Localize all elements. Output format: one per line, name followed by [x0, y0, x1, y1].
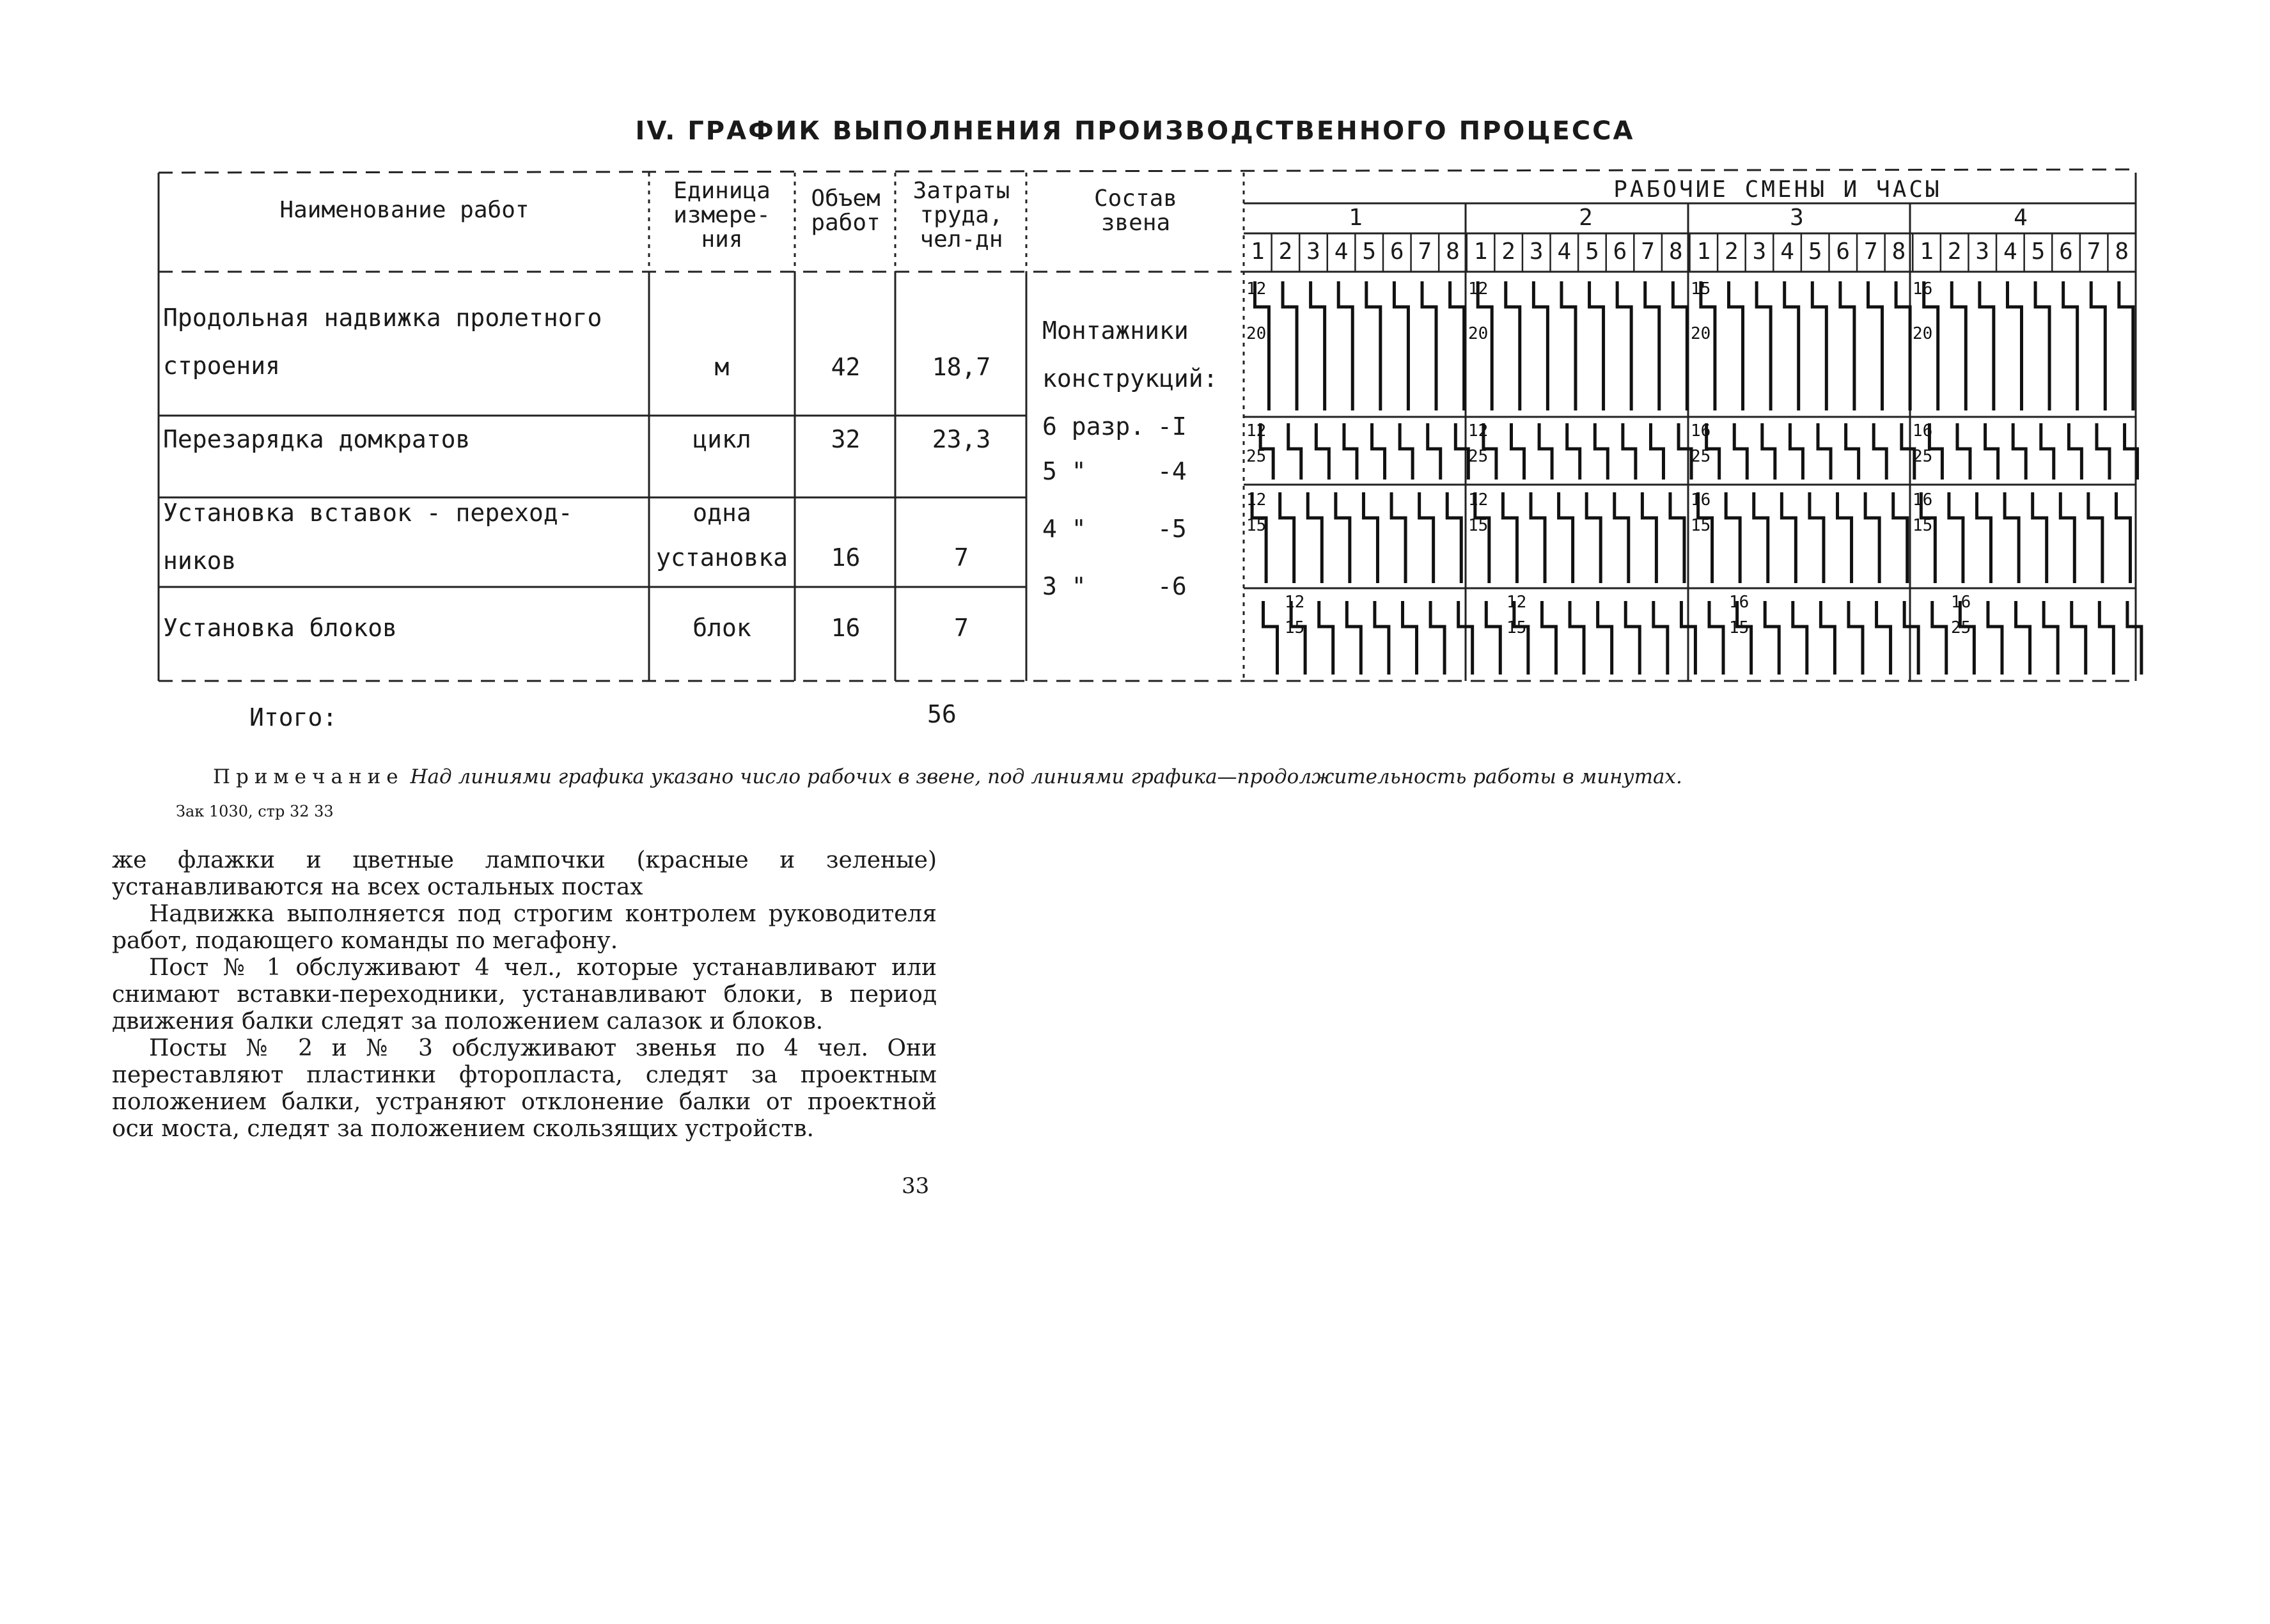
gantt-label: 15 — [1507, 618, 1527, 637]
crew-grade: 6 разр. — [1042, 412, 1145, 441]
gantt-bar — [1539, 423, 1552, 480]
gantt-label: 16 — [1913, 279, 1933, 299]
row-labor: 7 — [954, 543, 969, 572]
gantt-bar — [1255, 281, 1269, 410]
row-unit: цикл — [693, 425, 751, 453]
gantt-bar — [1985, 423, 1998, 480]
gantt-bar — [1283, 281, 1297, 410]
gantt-bar — [1868, 281, 1883, 410]
gantt-label: 25 — [1468, 447, 1489, 466]
gantt-bar — [1347, 601, 1361, 675]
gantt-bar — [2035, 281, 2049, 410]
gantt-bar — [1402, 601, 1416, 675]
header-labor: Затраты труда, чел-дн — [912, 178, 1010, 253]
gantt-bar — [1586, 492, 1601, 583]
hour-label: 3 — [1306, 238, 1320, 265]
gantt-bar — [1793, 601, 1807, 675]
total-label: Итого: — [249, 703, 338, 731]
gantt-bar — [1865, 492, 1879, 583]
row-name: Установка блоков — [163, 614, 398, 642]
note-text: Над линиями графика указано число рабочих в звене, под линиями графика—продолжительность работы в минутах. — [410, 765, 1682, 788]
gantt-bar — [1765, 601, 1779, 675]
gantt-bar — [1904, 601, 1918, 675]
gantt-bar — [1375, 601, 1389, 675]
gantt-bar — [1781, 492, 1796, 583]
gantt-bar — [1623, 423, 1636, 480]
gantt-bar — [1291, 601, 1305, 675]
gantt-bar — [1400, 423, 1413, 480]
hour-label: 6 — [1836, 238, 1851, 265]
gantt-bar — [1533, 281, 1547, 410]
gantt-bar — [1654, 601, 1668, 675]
note — [213, 765, 1682, 788]
gantt-bar — [2005, 492, 2019, 583]
row-labor: 23,3 — [932, 425, 991, 453]
gantt-bar — [2044, 601, 2058, 675]
row-volume: 16 — [831, 614, 861, 642]
hour-label: 4 — [1557, 238, 1572, 265]
gantt-bar — [1288, 423, 1301, 480]
gantt-bar — [1645, 281, 1659, 410]
gantt-bar — [2116, 492, 2130, 583]
gantt-label: 16 — [1913, 421, 1933, 441]
gantt-bar — [1311, 281, 1325, 410]
hour-label: 8 — [1668, 238, 1683, 265]
gantt-bar — [1734, 423, 1747, 480]
gantt-bar — [1542, 601, 1556, 675]
gantt-bar — [1980, 281, 1994, 410]
row-volume: 32 — [831, 425, 861, 453]
gantt-bar — [1709, 601, 1723, 675]
hour-label: 5 — [1585, 238, 1599, 265]
gantt-label: 25 — [1913, 447, 1933, 466]
hour-label: 6 — [2059, 238, 2073, 265]
gantt-bar — [1874, 423, 1886, 480]
row-volume: 16 — [831, 543, 861, 572]
total-value: 56 — [927, 700, 957, 728]
hour-label: 5 — [1808, 238, 1822, 265]
hour-label: 2 — [1278, 238, 1293, 265]
gantt-label: 25 — [1691, 447, 1711, 466]
gantt-bar — [1650, 423, 1663, 480]
hour-label: 4 — [1334, 238, 1349, 265]
gantt-bar — [1366, 281, 1381, 410]
gantt-bar — [1615, 492, 1629, 583]
gantt-bar — [1957, 423, 1970, 480]
gantt-label: 16 — [1729, 593, 1749, 612]
gantt-bar — [2013, 423, 2026, 480]
hour-label: 7 — [1864, 238, 1878, 265]
gantt-bar — [1812, 281, 1826, 410]
row-name: строения — [163, 352, 281, 380]
gantt-bar — [1514, 601, 1528, 675]
gantt-bar — [2063, 281, 2078, 410]
gantt-bar — [2091, 281, 2105, 410]
gantt-bar — [1344, 423, 1357, 480]
hour-label: 2 — [1501, 238, 1515, 265]
gantt-bar — [1762, 423, 1775, 480]
gantt-bar — [1570, 601, 1584, 675]
gantt-bar — [1625, 601, 1640, 675]
body-text — [112, 847, 937, 1143]
gantt-bar — [1726, 492, 1740, 583]
gantt-bar — [2097, 423, 2110, 480]
gantt-label: 12 — [1246, 279, 1267, 299]
hour-label: 3 — [1975, 238, 1990, 265]
gantt-bar — [1849, 601, 1863, 675]
hour-label: 1 — [1920, 238, 1934, 265]
crew-grade: 4 " — [1042, 515, 1086, 543]
gantt-bar — [1422, 281, 1436, 410]
note-label: Примечание — [213, 765, 404, 788]
header-volume: Объем работ — [811, 185, 881, 236]
gantt-bar — [1924, 281, 1938, 410]
gantt-label: 15 — [1913, 516, 1933, 535]
hour-label: 7 — [2086, 238, 2101, 265]
page-title: IV. ГРАФИК ВЫПОЛНЕНИЯ ПРОИЗВОДСТВЕННОГО ПРОЦЕССА — [635, 116, 1635, 146]
gantt-bar — [1679, 423, 1691, 480]
gantt-bar — [1264, 601, 1278, 675]
gantt-label: 16 — [1951, 593, 1971, 612]
gantt-bar — [1790, 423, 1803, 480]
gantt-label: 20 — [1468, 324, 1489, 343]
gantt-label: 15 — [1729, 618, 1749, 637]
gantt-label: 12 — [1246, 490, 1267, 510]
gantt-bar — [1598, 601, 1612, 675]
gantt-bar — [1617, 281, 1631, 410]
hour-label: 2 — [1725, 238, 1739, 265]
gantt-bar — [1952, 281, 1966, 410]
gantt-label: 12 — [1285, 593, 1305, 612]
gantt-bar — [2088, 492, 2102, 583]
row-name: Продольная надвижка пролетного — [163, 304, 602, 332]
gantt-bar — [2099, 601, 2113, 675]
gantt-bar — [2119, 281, 2133, 410]
gantt-bar — [1336, 492, 1350, 583]
order-info: Зак 1030, стр 32 33 — [176, 802, 334, 820]
row-labor: 18,7 — [932, 353, 991, 381]
crew-count: -I — [1157, 412, 1187, 441]
gantt-bar — [1846, 423, 1859, 480]
gantt-bar — [1754, 492, 1768, 583]
paragraph: Пост № 1 обслуживают 4 чел., которые устанавливают или снимают вставки-переходники, устанавливают блоки, в период движения балки следят за положением салазок и блоков. — [112, 955, 937, 1035]
gantt-bar — [1840, 281, 1854, 410]
shift-number: 2 — [1579, 205, 1593, 231]
gantt-bar — [1562, 281, 1576, 410]
hour-label: 6 — [1613, 238, 1627, 265]
gantt-label: 12 — [1246, 421, 1267, 441]
gantt-label: 12 — [1468, 421, 1489, 441]
gantt-bar — [1503, 492, 1517, 583]
gantt-bar — [2072, 601, 2086, 675]
gantt-bar — [1478, 281, 1492, 410]
gantt-bar — [1338, 281, 1352, 410]
gantt-bar — [1893, 492, 1907, 583]
gantt-bar — [1932, 601, 1946, 675]
shift-number: 3 — [1790, 205, 1804, 231]
gantt-bar — [2033, 492, 2047, 583]
gantt-bar — [1372, 423, 1385, 480]
gantt-bar — [1316, 423, 1329, 480]
gantt-label: 25 — [1246, 447, 1267, 466]
gantt-label: 15 — [1691, 516, 1711, 535]
gantt-label: 12 — [1507, 593, 1527, 612]
hour-label: 6 — [1389, 238, 1404, 265]
row-labor: 7 — [954, 614, 969, 642]
hour-label: 1 — [1696, 238, 1711, 265]
gantt-bar — [1280, 492, 1294, 583]
hour-label: 5 — [2031, 238, 2046, 265]
row-unit: установка — [656, 543, 788, 572]
page-number: 33 — [902, 1173, 930, 1199]
crew-count: -4 — [1157, 457, 1187, 485]
gantt-bar — [1590, 281, 1604, 410]
hour-label: 4 — [1780, 238, 1794, 265]
gantt-bar — [1450, 281, 1464, 410]
paragraph: Надвижка выполняется под строгим контролем руководителя работ, подающего команды по мегафону. — [112, 901, 937, 954]
hour-label: 2 — [1947, 238, 1962, 265]
gantt-bar — [1512, 423, 1524, 480]
gantt-bar — [2007, 281, 2021, 410]
gantt-bar — [1531, 492, 1545, 583]
shift-number: 4 — [2014, 205, 2028, 231]
gantt-label: 20 — [1691, 324, 1711, 343]
header-unit: Единица измере- ния — [673, 178, 771, 253]
hour-label: 5 — [1362, 238, 1377, 265]
hour-label: 3 — [1529, 238, 1544, 265]
gantt-bar — [1960, 601, 1974, 675]
gantt-bar — [1701, 281, 1715, 410]
gantt-bar — [1838, 492, 1852, 583]
gantt-bar — [1567, 423, 1580, 480]
paragraph: же флажки и цветные лампочки (красные и зеленые) устанавливаются на всех остальных постах — [112, 847, 937, 900]
crew-subtitle: конструкций: — [1042, 364, 1218, 393]
gantt-label: 16 — [1691, 490, 1711, 510]
gantt-label: 20 — [1246, 324, 1267, 343]
gantt-label: 12 — [1468, 279, 1489, 299]
hour-label: 1 — [1473, 238, 1488, 265]
gantt-bar — [1308, 492, 1322, 583]
paragraph: Посты № 2 и № 3 обслуживают звенья по 4 чел. Они переставляют пластинки фторопласта, следят за проектным положением балки, устраняют отклонение балки от проектной оси моста, следят за положением скользящих устройств. — [112, 1035, 937, 1142]
header-name: Наименование работ — [279, 197, 529, 223]
gantt-bar — [1670, 492, 1684, 583]
gantt-label: 16 — [1913, 490, 1933, 510]
row-unit: одна — [693, 499, 751, 527]
hour-label: 8 — [1891, 238, 1906, 265]
gantt-bar — [1988, 601, 2002, 675]
hour-label: 4 — [2003, 238, 2017, 265]
hour-label: 8 — [1446, 238, 1460, 265]
gantt-label: 15 — [1285, 618, 1305, 637]
gantt-bar — [2060, 492, 2074, 583]
gantt-label: 15 — [1691, 279, 1711, 299]
gantt-bar — [1785, 281, 1799, 410]
row-name: ников — [163, 547, 237, 575]
row-unit: м — [714, 353, 730, 381]
gantt-bar — [1896, 281, 1910, 410]
row-volume: 42 — [831, 353, 861, 381]
row-name: Перезарядка домкратов — [163, 425, 471, 453]
gantt-bar — [1737, 601, 1751, 675]
gantt-bar — [1673, 281, 1687, 410]
gantt-bar — [2041, 423, 2054, 480]
gantt-bar — [1595, 423, 1608, 480]
hour-label: 3 — [1752, 238, 1767, 265]
gantt-bar — [1810, 492, 1824, 583]
gantt-label: 16 — [1691, 421, 1711, 441]
gantt-bar — [2127, 601, 2141, 675]
hour-label: 8 — [2115, 238, 2129, 265]
gantt-bar — [1430, 601, 1444, 675]
hour-label: 7 — [1418, 238, 1432, 265]
crew-count: -6 — [1157, 572, 1187, 600]
gantt-label: 15 — [1246, 516, 1267, 535]
gantt-bar — [1729, 281, 1743, 410]
crew-count: -5 — [1157, 515, 1187, 543]
gantt-bar — [2069, 423, 2081, 480]
gantt-bar — [1319, 601, 1333, 675]
hour-label: 1 — [1250, 238, 1265, 265]
crew-grade: 3 " — [1042, 572, 1086, 600]
header-shifts: РАБОЧИЕ СМЕНЫ И ЧАСЫ — [1613, 176, 1942, 203]
header-crew: Состав звена — [1093, 185, 1178, 236]
gantt-bar — [1818, 423, 1831, 480]
row-unit: блок — [693, 614, 751, 642]
gantt-label: 12 — [1468, 490, 1489, 510]
gantt-bar — [1757, 281, 1771, 410]
gantt-bar — [1949, 492, 1963, 583]
gantt-label: 15 — [1468, 516, 1489, 535]
gantt-bar — [1428, 423, 1441, 480]
hour-label: 7 — [1641, 238, 1655, 265]
gantt-bar — [1447, 492, 1461, 583]
gantt-bar — [1420, 492, 1434, 583]
gantt-bar — [1877, 601, 1891, 675]
gantt-label: 20 — [1913, 324, 1933, 343]
row-name: Установка вставок - переход- — [163, 499, 573, 527]
gantt-bar — [1820, 601, 1835, 675]
gantt-bar — [1506, 281, 1520, 410]
gantt-bar — [1642, 492, 1656, 583]
gantt-bar — [1391, 492, 1405, 583]
gantt-bar — [1394, 281, 1408, 410]
shift-number: 1 — [1349, 205, 1363, 231]
gantt-bar — [1977, 492, 1991, 583]
gantt-label: 25 — [1951, 618, 1971, 637]
gantt-bar — [1363, 492, 1377, 583]
gantt-bar — [2016, 601, 2030, 675]
crew-title: Монтажники — [1042, 316, 1189, 345]
gantt-bar — [1486, 601, 1500, 675]
crew-grade: 5 " — [1042, 457, 1086, 485]
gantt-bar — [1559, 492, 1573, 583]
